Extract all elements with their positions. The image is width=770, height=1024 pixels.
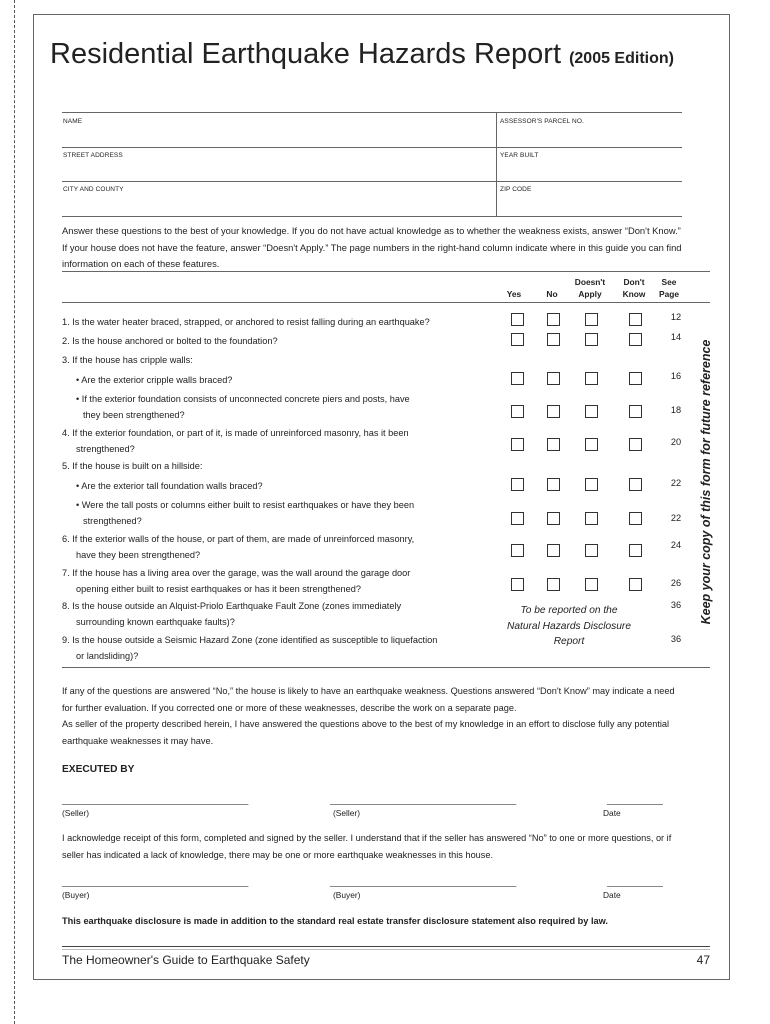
- header-rule: [62, 302, 710, 303]
- title-main: Residential Earthquake Hazards Report: [50, 38, 561, 70]
- executed-by-heading: EXECUTED BY: [62, 764, 135, 775]
- seller-date-line[interactable]: ____________: [607, 795, 663, 805]
- page-ref-q6: 24: [670, 540, 682, 550]
- question-9-line2: or landsliding)?: [76, 651, 139, 661]
- field-divider: [496, 112, 497, 216]
- cut-line: [14, 0, 15, 1024]
- page-ref-q7: 26: [670, 578, 682, 588]
- checkbox-q6-dont-know[interactable]: [629, 544, 642, 557]
- page-ref-q2: 14: [670, 332, 682, 342]
- col-no: No: [546, 289, 558, 299]
- checkbox-q3a-dont-know[interactable]: [629, 372, 642, 385]
- checkbox-q5b-yes[interactable]: [511, 512, 524, 525]
- street-field-label: STREET ADDRESS: [63, 152, 123, 159]
- seller-signature-line-1[interactable]: ________________________________________: [62, 795, 249, 805]
- buyer-label-2: (Buyer): [333, 890, 361, 900]
- question-2: 2. Is the house anchored or bolted to the foundation?: [62, 336, 278, 346]
- question-4-line1: 4. If the exterior foundation, or part of it, is made of unreinforced masonry, has it been: [62, 428, 409, 438]
- weakness-paragraph: If any of the questions are answered “No,” the house is likely to have an earthquake weakness. Questions answered “Don't Know” may indicate a need for further evaluation. If you corrected one or more of these weaknesses, describe the work on a separate page.: [62, 686, 675, 713]
- checkbox-q7-doesnt-apply[interactable]: [585, 578, 598, 591]
- questions-end-rule: [62, 667, 710, 668]
- question-9-line1: 9. Is the house outside a Seismic Hazard Zone (zone identified as susceptible to liquefaction: [62, 635, 438, 645]
- buyer-acknowledgement: I acknowledge receipt of this form, completed and signed by the seller. I understand that if the seller has answered “No” to one or more questions, or if seller has indicated a lack of knowledge, there may be one or more earthquake weaknesses in this house.: [62, 833, 672, 860]
- page-ref-q8: 36: [670, 600, 682, 610]
- question-5b-line2: strengthened?: [83, 516, 142, 526]
- buyer-signature-line-2[interactable]: ________________________________________: [330, 877, 517, 887]
- question-3b-line1: • If the exterior foundation consists of unconnected concrete piers and posts, have: [76, 394, 410, 404]
- checkbox-q5a-dont-know[interactable]: [629, 478, 642, 491]
- checkbox-q1-doesnt-apply[interactable]: [585, 313, 598, 326]
- question-3b-line2: they been strengthened?: [83, 410, 185, 420]
- question-6-line2: have they been strengthened?: [76, 550, 201, 560]
- question-5b: [76, 497, 414, 529]
- question-3: 3. If the house has cripple walls:: [62, 355, 193, 365]
- checkbox-q5b-doesnt-apply[interactable]: [585, 512, 598, 525]
- seller-statement: As seller of the property described herein, I have answered the questions above to the best of my knowledge in an effort to disclose fully any potential earthquake weaknesses it may have.: [62, 719, 670, 746]
- checkbox-q4-yes[interactable]: [511, 438, 524, 451]
- intro-text: Answer these questions to the best of your knowledge. If you do not have actual knowledge as to whether the weakness exists, answer “Don't Know.” If your house does not have the feature, answer “Doesn't Apply.” The page numbers in the right-hand column indicate where in this guide you can find information on each of these features.: [62, 225, 682, 269]
- checkbox-q7-no[interactable]: [547, 578, 560, 591]
- city-field-label: CITY AND COUNTY: [63, 186, 124, 193]
- col-see-page: [654, 276, 684, 300]
- checkbox-q4-doesnt-apply[interactable]: [585, 438, 598, 451]
- question-8-line1: 8. Is the house outside an Alquist-Priolo Earthquake Fault Zone (zones immediately: [62, 601, 402, 611]
- checkbox-q2-no[interactable]: [547, 333, 560, 346]
- buyer-signature-line-1[interactable]: ________________________________________: [62, 877, 249, 887]
- checkbox-q6-no[interactable]: [547, 544, 560, 557]
- seller-signature-line-2[interactable]: ________________________________________: [330, 795, 517, 805]
- checkbox-q5a-doesnt-apply[interactable]: [585, 478, 598, 491]
- seller-date-label: Date: [603, 808, 621, 818]
- checkbox-q6-doesnt-apply[interactable]: [585, 544, 598, 557]
- field-rule: [62, 216, 682, 217]
- footer-rule-light: [62, 949, 710, 950]
- report-note-line2: Natural Hazards Disclosure: [507, 620, 631, 632]
- checkbox-q3b-no[interactable]: [547, 405, 560, 418]
- disclosure-statement: This earthquake disclosure is made in addition to the standard real estate transfer disclosure statement also required by law.: [62, 916, 608, 926]
- checkbox-q1-no[interactable]: [547, 313, 560, 326]
- checkbox-q3b-dont-know[interactable]: [629, 405, 642, 418]
- checkbox-q3a-no[interactable]: [547, 372, 560, 385]
- field-rule: [62, 181, 682, 182]
- question-5a: • Are the exterior tall foundation walls braced?: [76, 481, 263, 491]
- buyer-date-label: Date: [603, 890, 621, 900]
- zip-field-label: ZIP CODE: [500, 186, 532, 193]
- col-dont-line1: Don't: [623, 277, 645, 287]
- page-ref-q5a: 22: [670, 478, 682, 488]
- year-field-label: YEAR BUILT: [500, 152, 539, 159]
- page-title: [50, 38, 674, 71]
- question-7-line2: opening either built to resist earthquakes or has it been strengthened?: [76, 584, 362, 594]
- col-yes: Yes: [506, 289, 522, 299]
- checkbox-q3b-doesnt-apply[interactable]: [585, 405, 598, 418]
- question-3b: [76, 391, 410, 423]
- checkbox-q6-yes[interactable]: [511, 544, 524, 557]
- nhd-report-note: [505, 603, 633, 650]
- page-ref-q4: 20: [670, 437, 682, 447]
- checkbox-q1-dont-know[interactable]: [629, 313, 642, 326]
- checkbox-q2-dont-know[interactable]: [629, 333, 642, 346]
- report-note-line3: Report: [553, 636, 585, 647]
- page-ref-q3a: 16: [670, 371, 682, 381]
- question-5b-line1: • Were the tall posts or columns either built to resist earthquakes or have they been: [76, 500, 415, 510]
- question-8-line2: surrounding known earthquake faults)?: [76, 617, 235, 627]
- field-rule: [62, 147, 682, 148]
- side-note: Keep your copy of this form for future reference: [699, 339, 713, 625]
- question-8: [62, 598, 401, 630]
- intro-rule: [62, 271, 710, 272]
- report-note-line1: To be reported on the: [520, 605, 618, 616]
- checkbox-q4-no[interactable]: [547, 438, 560, 451]
- col-see-line1: See: [661, 277, 677, 287]
- parcel-field-label: ASSESSOR'S PARCEL NO.: [500, 118, 584, 125]
- col-dont-line2: Know: [622, 289, 646, 299]
- title-edition: (2005 Edition): [569, 50, 674, 67]
- checkbox-q1-yes[interactable]: [511, 313, 524, 326]
- buyer-label-1: (Buyer): [62, 890, 90, 900]
- checkbox-q5b-no[interactable]: [547, 512, 560, 525]
- page-ref-q5b: 22: [670, 513, 682, 523]
- question-6-line1: 6. If the exterior walls of the house, or part of them, are made of unreinforced masonry,: [62, 534, 415, 544]
- question-6: [62, 531, 414, 563]
- name-field-label: NAME: [63, 118, 83, 125]
- col-doesnt-apply: [570, 276, 610, 300]
- page-number: 47: [696, 953, 710, 967]
- field-rule: [62, 112, 682, 113]
- col-dont-know: [614, 276, 654, 300]
- seller-label-2: (Seller): [333, 808, 360, 818]
- checkbox-q3b-yes[interactable]: [511, 405, 524, 418]
- checkbox-q5a-no[interactable]: [547, 478, 560, 491]
- footer-title: The Homeowner's Guide to Earthquake Safety: [62, 953, 310, 967]
- question-9: [62, 632, 437, 664]
- checkbox-q2-yes[interactable]: [511, 333, 524, 346]
- col-doesnt-line1: Doesn't: [574, 277, 606, 287]
- checkbox-q3a-yes[interactable]: [511, 372, 524, 385]
- question-4-line2: strengthened?: [76, 444, 135, 454]
- checkbox-q7-yes[interactable]: [511, 578, 524, 591]
- checkbox-q5a-yes[interactable]: [511, 478, 524, 491]
- buyer-date-line[interactable]: ____________: [607, 877, 663, 887]
- seller-label-1: (Seller): [62, 808, 89, 818]
- checkbox-q4-dont-know[interactable]: [629, 438, 642, 451]
- col-doesnt-line2: Apply: [578, 289, 602, 299]
- page-ref-q1: 12: [670, 312, 682, 322]
- question-7-line1: 7. If the house has a living area over the garage, was the wall around the garage door: [62, 568, 411, 578]
- question-3a: • Are the exterior cripple walls braced?: [76, 375, 233, 385]
- footer-rule: [62, 946, 710, 947]
- checkbox-q3a-doesnt-apply[interactable]: [585, 372, 598, 385]
- col-see-line2: Page: [658, 289, 680, 299]
- question-7: [62, 565, 410, 597]
- page-ref-q3b: 18: [670, 405, 682, 415]
- page-ref-q9: 36: [670, 634, 682, 644]
- checkbox-q2-doesnt-apply[interactable]: [585, 333, 598, 346]
- checkbox-q7-dont-know[interactable]: [629, 578, 642, 591]
- checkbox-q5b-dont-know[interactable]: [629, 512, 642, 525]
- question-1: 1. Is the water heater braced, strapped, or anchored to resist falling during an earthquake?: [62, 317, 430, 327]
- question-5: 5. If the house is built on a hillside:: [62, 461, 203, 471]
- question-4: [62, 425, 409, 457]
